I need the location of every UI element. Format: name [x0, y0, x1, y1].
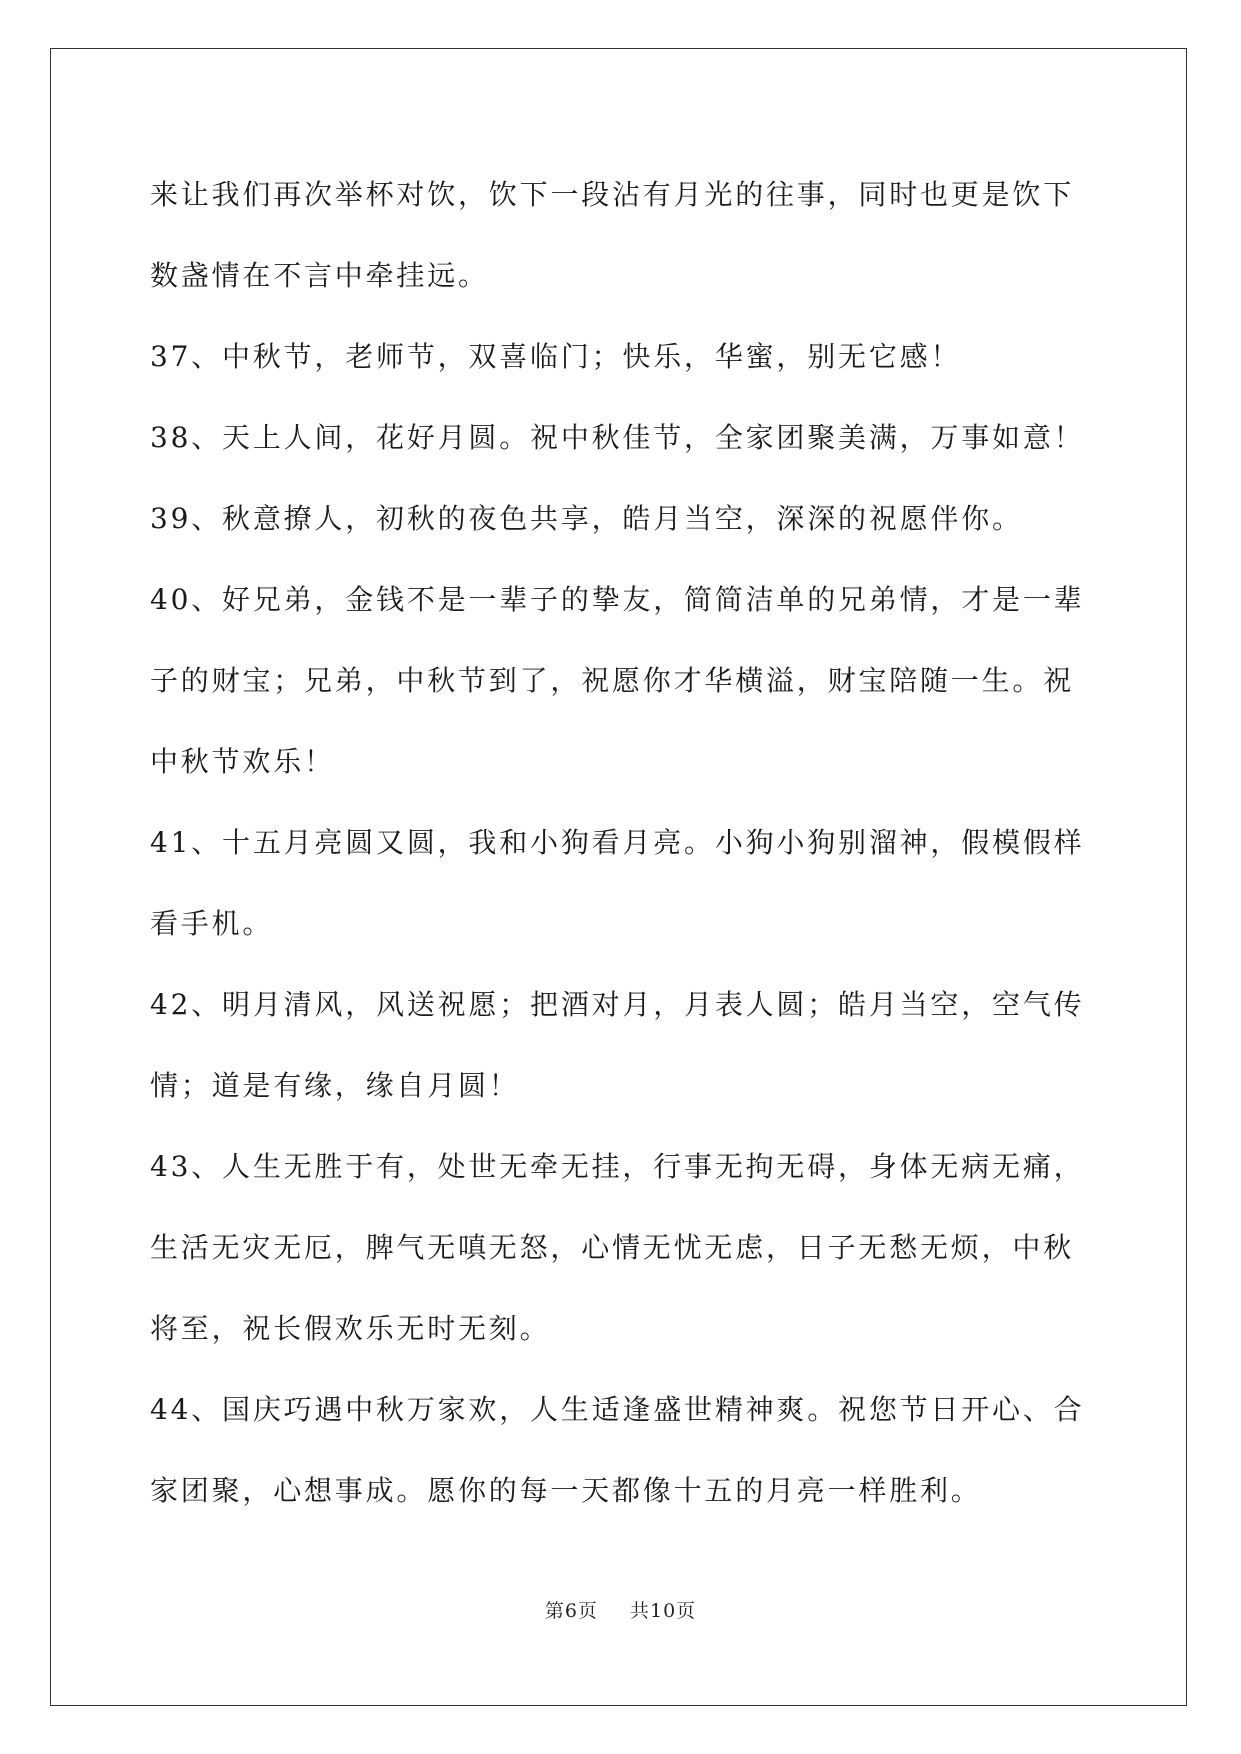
text-line: 来让我们再次举杯对饮，饮下一段沾有月光的往事，同时也更是饮下: [150, 178, 1075, 211]
text-line: 数盏情在不言中牵挂远。: [150, 259, 489, 292]
text-line: 37、中秋节，老师节，双喜临门；快乐，华蜜，别无它感！: [150, 340, 962, 373]
text-line: 情；道是有缘，缘自月圆！: [150, 1069, 520, 1102]
text-line: 39、秋意撩人，初秋的夜色共享，皓月当空，深深的祝愿伴你。: [150, 502, 1023, 535]
page-number-current: 第6页: [544, 1600, 598, 1622]
text-line: 40、好兄弟，金钱不是一辈子的挚友，简简洁单的兄弟情，才是一辈: [150, 583, 1085, 616]
text-line: 子的财宝；兄弟，中秋节到了，祝愿你才华横溢，财宝陪随一生。祝: [150, 664, 1075, 697]
text-line: 生活无灾无厄，脾气无嗔无怒，心情无忧无虑，日子无愁无烦，中秋: [150, 1231, 1075, 1264]
text-line: 中秋节欢乐！: [150, 745, 335, 778]
page-footer: [0, 1596, 1241, 1623]
text-line: 44、国庆巧遇中秋万家欢，人生适逢盛世精神爽。祝您节日开心、合: [150, 1393, 1085, 1426]
text-line: 43、人生无胜于有，处世无牵无挂，行事无拘无碍，身体无病无痛，: [150, 1150, 1085, 1183]
text-line: 38、天上人间，花好月圆。祝中秋佳节，全家团聚美满，万事如意！: [150, 421, 1085, 454]
document-body: [150, 154, 1090, 1531]
text-line: 将至，祝长假欢乐无时无刻。: [150, 1312, 551, 1345]
text-line: 42、明月清风，风送祝愿；把酒对月，月表人圆；皓月当空，空气传: [150, 988, 1085, 1021]
text-line: 家团聚，心想事成。愿你的每一天都像十五的月亮一样胜利。: [150, 1474, 982, 1507]
text-line: 看手机。: [150, 907, 274, 940]
page-number-total: 共10页: [630, 1600, 697, 1622]
text-line: 41、十五月亮圆又圆，我和小狗看月亮。小狗小狗别溜神，假模假样: [150, 826, 1085, 859]
